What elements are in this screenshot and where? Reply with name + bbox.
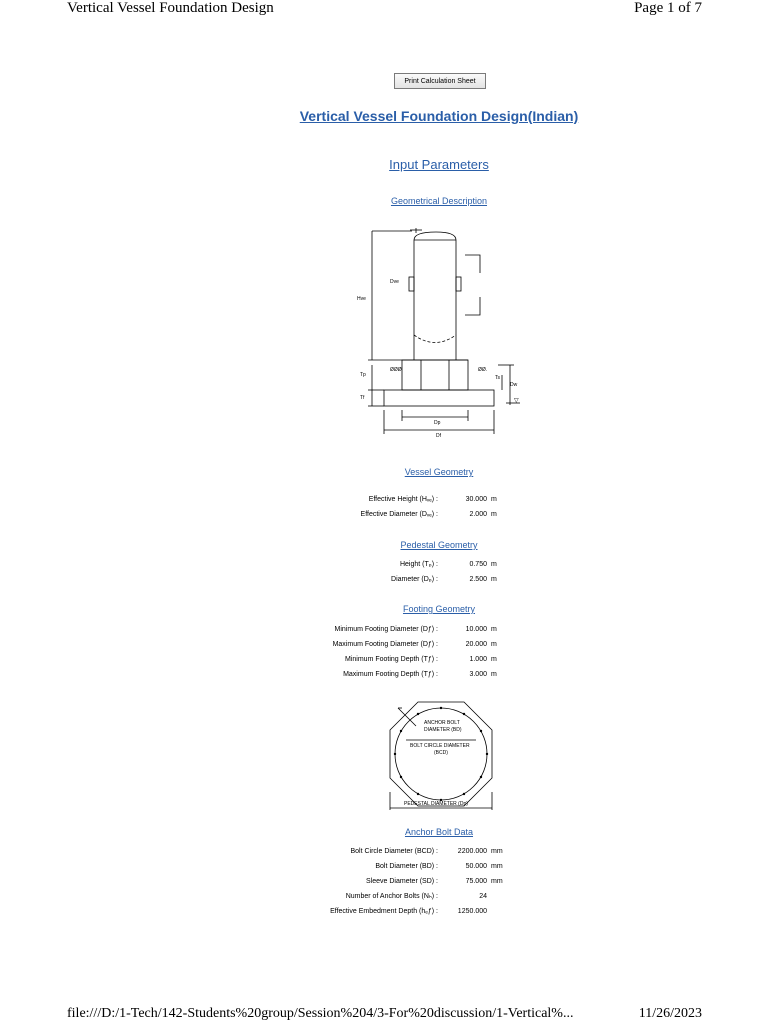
param-row <box>0 624 768 636</box>
param-value: 2200.000 <box>457 848 487 855</box>
param-unit: m <box>491 561 497 568</box>
param-label: Bolt Circle Diameter (BCD) : <box>350 848 438 855</box>
param-row <box>0 494 768 506</box>
vessel-geometry-heading: Vessel Geometry <box>404 467 474 477</box>
param-row <box>0 639 768 651</box>
label-dve: Dve <box>390 279 399 285</box>
param-row <box>0 876 768 888</box>
geometrical-description-heading: Geometrical Description <box>390 196 488 206</box>
param-label: Bolt Diameter (BD) : <box>375 863 438 870</box>
param-unit: m <box>491 626 497 633</box>
label-dp: Dp <box>434 420 441 426</box>
input-parameters-heading: Input Parameters <box>389 157 489 172</box>
param-unit: m <box>491 511 497 518</box>
param-label: Effective Height (Hᵥₑ) : <box>368 496 438 503</box>
param-value: 20.000 <box>465 641 487 648</box>
param-value: 30.000 <box>465 496 487 503</box>
param-label: Diameter (Dₚ) : <box>391 576 438 583</box>
param-unit: m <box>491 671 497 678</box>
param-value: 24 <box>479 893 487 900</box>
anchor-bolt-label: ANCHOR BOLT <box>424 720 460 726</box>
param-unit: m <box>491 576 497 583</box>
label-tp: Tp <box>360 372 366 378</box>
param-label: Maximum Footing Depth (Tƒ) : <box>343 671 438 678</box>
param-row <box>0 669 768 681</box>
param-row <box>0 574 768 586</box>
param-row <box>0 891 768 903</box>
bolt-circle-diagram <box>386 700 496 812</box>
param-value: 1250.000 <box>457 908 487 915</box>
param-label: Effective Embedment Depth (hₑƒ) : <box>330 908 438 915</box>
document-title: Vertical Vessel Foundation Design(Indian) <box>299 108 579 124</box>
pedestal-diameter-label: PEDESTAL DIAMETER (Dp) <box>404 801 468 807</box>
param-unit: m <box>491 641 497 648</box>
param-unit: m <box>491 656 497 663</box>
param-label: Height (Tₚ) : <box>399 561 438 568</box>
label-hve: Hve <box>357 296 366 302</box>
param-row <box>0 861 768 873</box>
param-label: Minimum Footing Depth (Tƒ) : <box>345 656 438 663</box>
vessel-elevation-diagram <box>350 225 530 445</box>
pedestal-geometry-heading: Pedestal Geometry <box>400 540 478 550</box>
param-label: Minimum Footing Diameter (Dƒ) : <box>334 626 438 633</box>
param-row <box>0 559 768 571</box>
footer-file-path: file:///D:/1-Tech/142-Students%20group/Session%204/3-For%20discussion/1-Vertical%... <box>67 1006 574 1021</box>
label-dw: Dw <box>510 382 518 388</box>
param-row <box>0 906 768 918</box>
bcd-label-2: (BCD) <box>434 750 448 756</box>
param-value: 1.000 <box>469 656 487 663</box>
param-value: 75.000 <box>465 878 487 885</box>
label-right-mark: ØØ. <box>478 367 488 373</box>
anchor-bolt-data-heading: Anchor Bolt Data <box>404 827 474 837</box>
param-label: Effective Diameter (Dᵥₑ) : <box>360 511 438 518</box>
param-value: 2.500 <box>469 576 487 583</box>
anchor-bolt-label-2: DIAMETER (BD) <box>424 727 462 733</box>
label-tf: Tf <box>360 395 365 401</box>
param-row <box>0 846 768 858</box>
param-value: 10.000 <box>465 626 487 633</box>
footer-date: 11/26/2023 <box>638 1006 702 1021</box>
print-calculation-button[interactable]: Print Calculation Sheet <box>394 73 486 89</box>
bcd-label: BOLT CIRCLE DIAMETER <box>410 743 470 749</box>
label-left-mark: ØØØ <box>390 367 402 373</box>
param-unit: mm <box>491 848 503 855</box>
footing-geometry-heading: Footing Geometry <box>402 604 476 614</box>
header-title: Vertical Vessel Foundation Design <box>67 0 274 16</box>
label-ts: Ts <box>495 375 500 381</box>
param-label: Maximum Footing Diameter (Dƒ) : <box>332 641 438 648</box>
param-unit: mm <box>491 863 503 870</box>
param-row <box>0 654 768 666</box>
param-value: 2.000 <box>469 511 487 518</box>
param-value: 50.000 <box>465 863 487 870</box>
param-value: 0.750 <box>469 561 487 568</box>
param-unit: mm <box>491 878 503 885</box>
param-label: Number of Anchor Bolts (Nₕ) : <box>345 893 438 900</box>
page-number: Page 1 of 7 <box>634 0 702 16</box>
param-label: Sleeve Diameter (SD) : <box>366 878 438 885</box>
label-df: Df <box>436 433 441 439</box>
param-unit: m <box>491 496 497 503</box>
param-row <box>0 509 768 521</box>
ground-level-symbol: ▽ <box>514 398 519 404</box>
param-value: 3.000 <box>469 671 487 678</box>
